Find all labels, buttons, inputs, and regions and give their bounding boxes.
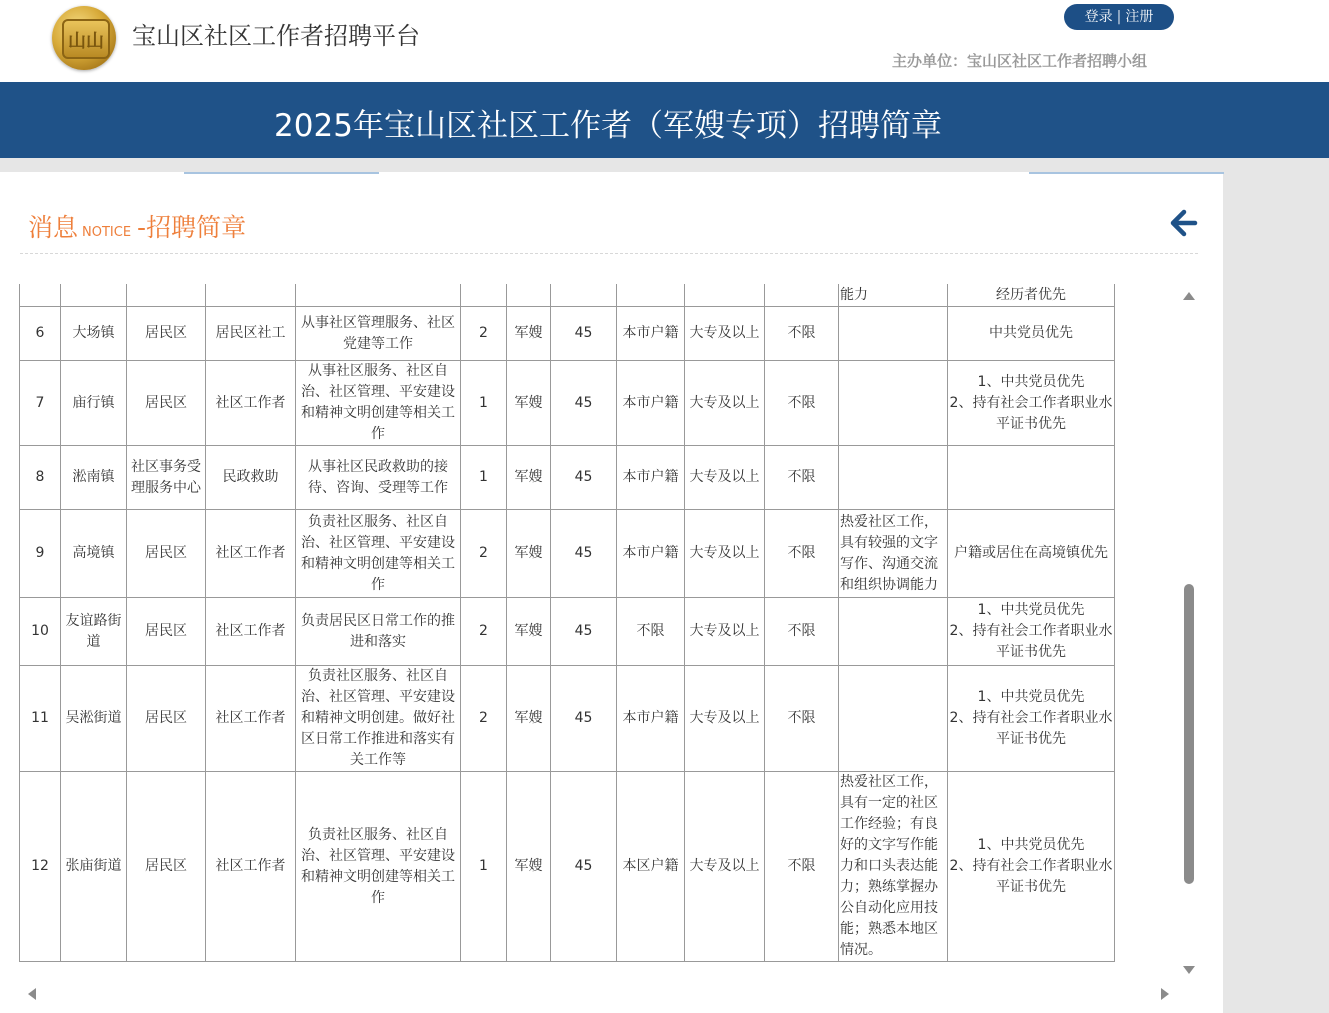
table-cell: 从事社区管理服务、社区党建等工作 bbox=[296, 307, 461, 361]
table-cell bbox=[839, 361, 948, 446]
table-cell: 大专及以上 bbox=[685, 666, 765, 772]
table-cell: 1、中共党员优先 2、持有社会工作者职业水平证书优先 bbox=[948, 772, 1115, 962]
table-cell: 居民区 bbox=[127, 772, 206, 962]
table-cell: 不限 bbox=[765, 772, 839, 962]
section-sub-label: 招聘简章 bbox=[146, 213, 247, 242]
table-row bbox=[20, 446, 1115, 510]
page-banner bbox=[0, 82, 1329, 158]
table-cell: 9 bbox=[20, 510, 61, 598]
table-cell: 10 bbox=[20, 598, 61, 666]
table-cell: 大专及以上 bbox=[685, 772, 765, 962]
section-dash: - bbox=[137, 213, 147, 242]
table-cell: 45 bbox=[551, 361, 617, 446]
table-cell bbox=[839, 307, 948, 361]
vertical-scrollbar[interactable] bbox=[1178, 284, 1198, 978]
table-cell: 负责社区服务、社区自治、社区管理、平安建设和精神文明创建。做好社区日常工作推进和落实有关工作等 bbox=[296, 666, 461, 772]
scroll-up-icon[interactable] bbox=[1183, 292, 1195, 300]
auth-separator: | bbox=[1116, 9, 1122, 25]
page-title: 2025年宝山区社区工作者（军嫂专项）招聘简章 bbox=[274, 108, 942, 144]
table-cell: 1、中共党员优先 2、持有社会工作者职业水平证书优先 bbox=[948, 361, 1115, 446]
login-link[interactable]: 登录 bbox=[1084, 9, 1113, 25]
table-cell: 2 bbox=[461, 510, 507, 598]
table-cell: 居民区 bbox=[127, 361, 206, 446]
table-cell: 大专及以上 bbox=[685, 510, 765, 598]
table-cell: 不限 bbox=[765, 361, 839, 446]
table-cell: 民政救助 bbox=[206, 446, 296, 510]
table-cell: 军嫂 bbox=[507, 666, 551, 772]
table-cell: 居民区社工 bbox=[206, 307, 296, 361]
table-cell: 社区工作者 bbox=[206, 666, 296, 772]
table-cell: 社区工作者 bbox=[206, 510, 296, 598]
table-cell bbox=[765, 284, 839, 307]
table-cell bbox=[507, 284, 551, 307]
site-header bbox=[0, 0, 1329, 82]
table-cell bbox=[551, 284, 617, 307]
table-cell: 本市户籍 bbox=[617, 307, 685, 361]
section-main-label: 消息 bbox=[28, 213, 79, 242]
table-cell bbox=[206, 284, 296, 307]
table-cell bbox=[839, 446, 948, 510]
table-cell: 1、中共党员优先 2、持有社会工作者职业水平证书优先 bbox=[948, 666, 1115, 772]
table-cell: 不限 bbox=[765, 307, 839, 361]
table-cell: 热爱社区工作，具有一定的社区工作经验；有良好的文字写作能力和口头表达能力；熟练掌握办公自动化应用技能；熟悉本地区情况。 bbox=[839, 772, 948, 962]
auth-button-group bbox=[1064, 4, 1174, 30]
table-row bbox=[20, 772, 1115, 962]
table-cell: 6 bbox=[20, 307, 61, 361]
section-notice-label: NOTICE bbox=[82, 225, 132, 240]
table-cell: 2 bbox=[461, 307, 507, 361]
register-link[interactable]: 注册 bbox=[1125, 9, 1154, 25]
section-heading bbox=[28, 208, 246, 244]
table-row-partial bbox=[20, 284, 1115, 307]
scroll-down-icon[interactable] bbox=[1183, 966, 1195, 974]
table-cell: 吴淞街道 bbox=[61, 666, 127, 772]
table-cell: 居民区 bbox=[127, 666, 206, 772]
table-cell bbox=[617, 284, 685, 307]
table-cell bbox=[20, 284, 61, 307]
table-cell: 8 bbox=[20, 446, 61, 510]
table-cell: 1 bbox=[461, 446, 507, 510]
table-cell: 大专及以上 bbox=[685, 446, 765, 510]
table-cell: 张庙街道 bbox=[61, 772, 127, 962]
table-cell bbox=[839, 666, 948, 772]
table-cell: 45 bbox=[551, 598, 617, 666]
table-cell bbox=[839, 598, 948, 666]
table-cell: 本区户籍 bbox=[617, 772, 685, 962]
table-cell: 大专及以上 bbox=[685, 361, 765, 446]
scroll-left-icon[interactable] bbox=[28, 988, 36, 1000]
table-cell: 军嫂 bbox=[507, 446, 551, 510]
section-divider bbox=[20, 253, 1198, 254]
table-cell: 户籍或居住在高境镇优先 bbox=[948, 510, 1115, 598]
table-cell: 庙行镇 bbox=[61, 361, 127, 446]
table-cell: 1、中共党员优先 2、持有社会工作者职业水平证书优先 bbox=[948, 598, 1115, 666]
table-cell: 高境镇 bbox=[61, 510, 127, 598]
table-cell: 中共党员优先 bbox=[948, 307, 1115, 361]
table-cell: 不限 bbox=[617, 598, 685, 666]
table-row bbox=[20, 361, 1115, 446]
table-cell: 友谊路街道 bbox=[61, 598, 127, 666]
table-row bbox=[20, 307, 1115, 361]
table-cell: 45 bbox=[551, 666, 617, 772]
table-cell: 不限 bbox=[765, 598, 839, 666]
table-cell bbox=[127, 284, 206, 307]
logo-glyph: 山山 bbox=[68, 31, 104, 52]
table-row bbox=[20, 510, 1115, 598]
table-cell: 能力 bbox=[839, 284, 948, 307]
table-cell: 从事社区服务、社区自治、社区管理、平安建设和精神文明创建等相关工作 bbox=[296, 361, 461, 446]
table-cell: 社区工作者 bbox=[206, 598, 296, 666]
table-cell: 军嫂 bbox=[507, 598, 551, 666]
table-cell: 社区工作者 bbox=[206, 772, 296, 962]
table-cell bbox=[296, 284, 461, 307]
table-cell bbox=[685, 284, 765, 307]
scroll-right-icon[interactable] bbox=[1161, 988, 1169, 1000]
table-cell: 11 bbox=[20, 666, 61, 772]
table-cell: 45 bbox=[551, 772, 617, 962]
site-logo[interactable] bbox=[52, 6, 116, 70]
table-cell: 2 bbox=[461, 598, 507, 666]
table-cell: 本市户籍 bbox=[617, 510, 685, 598]
table-row bbox=[20, 598, 1115, 666]
table-cell: 45 bbox=[551, 446, 617, 510]
table-cell bbox=[61, 284, 127, 307]
table-row bbox=[20, 666, 1115, 772]
organizer-text: 主办单位：宝山区社区工作者招聘小组 bbox=[892, 52, 1148, 70]
tab-underline-left bbox=[184, 172, 379, 174]
table-cell: 居民区 bbox=[127, 307, 206, 361]
horizontal-scrollbar[interactable] bbox=[19, 984, 1177, 1004]
table-cell: 本市户籍 bbox=[617, 446, 685, 510]
table-cell: 军嫂 bbox=[507, 307, 551, 361]
tab-underline-right bbox=[1029, 172, 1224, 174]
table-cell: 经历者优先 bbox=[948, 284, 1115, 307]
table-cell: 负责居民区日常工作的推进和落实 bbox=[296, 598, 461, 666]
table-cell: 2 bbox=[461, 666, 507, 772]
table-cell: 1 bbox=[461, 772, 507, 962]
table-cell: 12 bbox=[20, 772, 61, 962]
table-cell: 45 bbox=[551, 510, 617, 598]
table-cell: 从事社区民政救助的接待、咨询、受理等工作 bbox=[296, 446, 461, 510]
table-cell: 居民区 bbox=[127, 598, 206, 666]
table-viewport bbox=[19, 284, 1177, 978]
logo-emblem bbox=[62, 19, 110, 59]
table-cell: 不限 bbox=[765, 666, 839, 772]
table-cell: 45 bbox=[551, 307, 617, 361]
table-cell: 大专及以上 bbox=[685, 307, 765, 361]
table-cell bbox=[948, 446, 1115, 510]
table-cell: 热爱社区工作，具有较强的文字写作、沟通交流和组织协调能力 bbox=[839, 510, 948, 598]
jobs-table bbox=[19, 284, 1115, 962]
table-cell: 本市户籍 bbox=[617, 666, 685, 772]
table-cell: 负责社区服务、社区自治、社区管理、平安建设和精神文明创建等相关工作 bbox=[296, 772, 461, 962]
table-cell: 淞南镇 bbox=[61, 446, 127, 510]
table-cell: 不限 bbox=[765, 510, 839, 598]
table-cell: 社区工作者 bbox=[206, 361, 296, 446]
table-cell: 居民区 bbox=[127, 510, 206, 598]
table-cell: 1 bbox=[461, 361, 507, 446]
table-cell: 本市户籍 bbox=[617, 361, 685, 446]
table-cell: 军嫂 bbox=[507, 361, 551, 446]
table-cell bbox=[461, 284, 507, 307]
vertical-scroll-thumb[interactable] bbox=[1184, 584, 1194, 884]
table-cell: 军嫂 bbox=[507, 510, 551, 598]
site-title[interactable]: 宝山区社区工作者招聘平台 bbox=[132, 22, 420, 50]
table-cell: 大场镇 bbox=[61, 307, 127, 361]
table-cell: 负责社区服务、社区自治、社区管理、平安建设和精神文明创建等相关工作 bbox=[296, 510, 461, 598]
table-cell: 7 bbox=[20, 361, 61, 446]
table-cell: 不限 bbox=[765, 446, 839, 510]
table-cell: 大专及以上 bbox=[685, 598, 765, 666]
table-cell: 军嫂 bbox=[507, 772, 551, 962]
table-cell: 社区事务受理服务中心 bbox=[127, 446, 206, 510]
back-arrow-icon[interactable] bbox=[1168, 208, 1198, 238]
